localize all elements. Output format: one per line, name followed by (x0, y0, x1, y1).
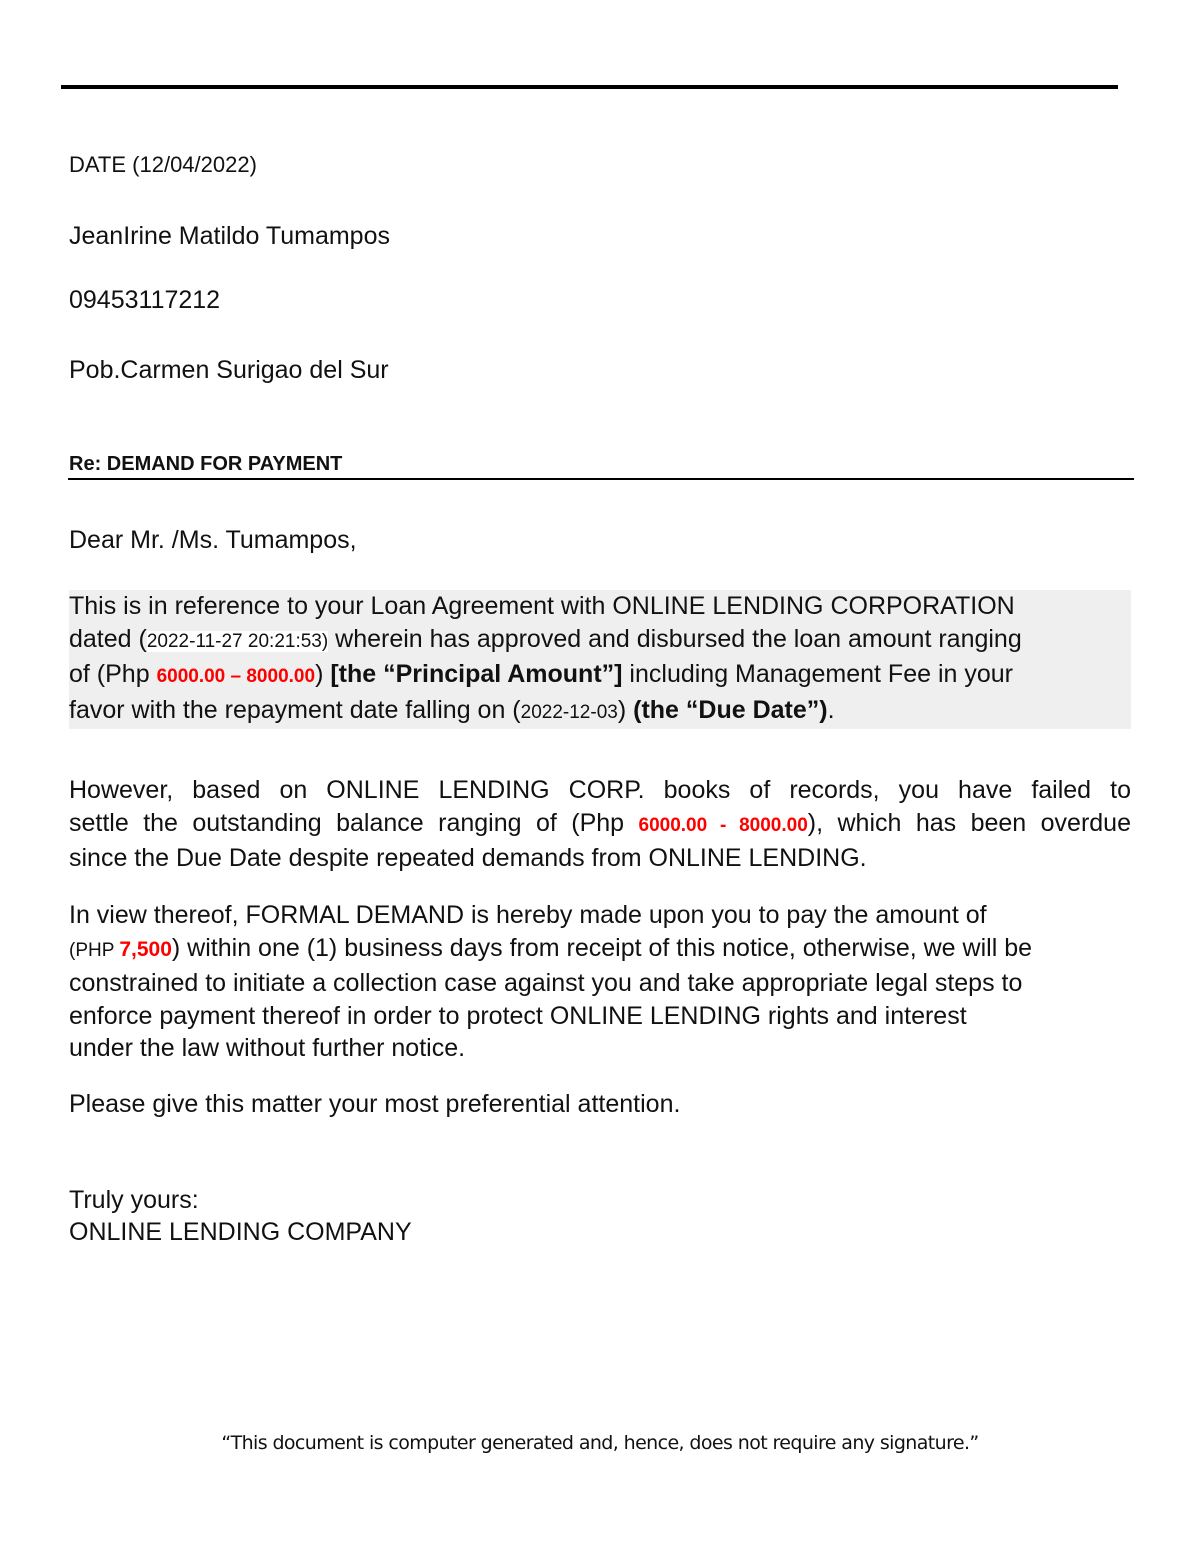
loan-datetime: 2022-11-27 20:21:53) (146, 630, 329, 652)
principal-amount-range: 6000.00 – 8000.00 (156, 666, 316, 687)
paragraph-records (69, 774, 1131, 875)
header-rule (61, 85, 1118, 89)
para3-text: ) within one (1) business days from receipt of this notice, otherwise, we will be (171, 933, 1033, 962)
due-date: 2022-12-03 (520, 701, 618, 723)
para2-text: settle the outstanding balance ranging of (Php (69, 808, 639, 837)
principal-amount-label: [the “Principal Amount”] (330, 660, 623, 688)
recipient-phone: 09453117212 (69, 286, 221, 314)
para1-text: of (Php (69, 660, 157, 688)
para1-text: wherein has approved and disbursed the loan amount ranging (328, 624, 1022, 653)
para1-text: favor with the repayment date falling on ( (69, 695, 521, 724)
signoff-greeting: Truly yours: (69, 1186, 199, 1214)
para1-line1: This is in reference to your Loan Agreement with ONLINE LENDING CORPORATION (69, 592, 1015, 620)
para1-text: including Management Fee in your (622, 660, 1013, 688)
para3-line3: constrained to initiate a collection case against you and take appropriate legal steps to (69, 969, 1023, 997)
closing-line: Please give this matter your most preferential attention. (69, 1090, 681, 1118)
demand-amount: 7,500 (119, 937, 172, 961)
para2-text: ), which has been overdue (807, 808, 1131, 837)
subject-rule (68, 478, 1134, 480)
para1-text: ) (315, 660, 331, 688)
para2-line3: since the Due Date despite repeated demands from ONLINE LENDING. (69, 844, 867, 872)
due-date-label: (the “Due Date”) (633, 695, 828, 724)
para3-text: ( (69, 939, 76, 961)
para3-line4: enforce payment thereof in order to protect ONLINE LENDING rights and interest (69, 1001, 967, 1030)
para1-text: . (827, 695, 835, 724)
recipient-name: JeanIrine Matildo Tumampos (69, 222, 390, 250)
signoff-company: ONLINE LENDING COMPANY (69, 1218, 412, 1246)
footer-disclaimer: “This document is computer generated and, hence, does not require any signature.” (221, 1432, 979, 1454)
subject-line: Re: DEMAND FOR PAYMENT (69, 453, 343, 475)
para1-text: dated ( (69, 624, 147, 653)
paragraph-formal-demand (69, 899, 1131, 1065)
para2-line2 (69, 807, 1131, 843)
para1-text: ) (617, 695, 634, 724)
signoff (69, 1184, 412, 1248)
para3-line1: In view thereof, FORMAL DEMAND is hereby made upon you to pay the amount of (69, 901, 987, 929)
paragraph-reference (69, 590, 1131, 729)
php-label: PHP (75, 939, 120, 961)
para2-line1: However, based on ONLINE LENDING CORP. books of records, you have failed to (69, 776, 1131, 804)
para3-line5: under the law without further notice. (69, 1034, 466, 1062)
letter-date: DATE (12/04/2022) (69, 152, 257, 177)
recipient-address: Pob.Carmen Surigao del Sur (69, 356, 389, 384)
outstanding-amount-range: 6000.00 - 8000.00 (638, 814, 808, 836)
salutation: Dear Mr. /Ms. Tumampos, (69, 526, 357, 554)
